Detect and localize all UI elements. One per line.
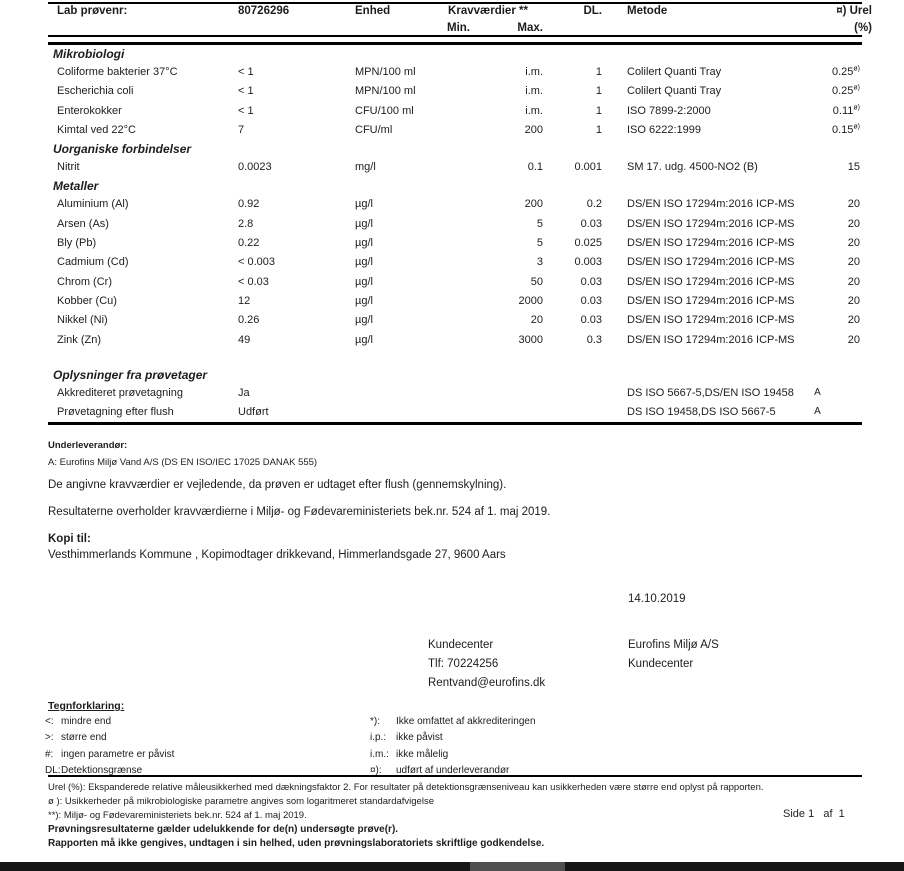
company-dept: Kundecenter [628, 658, 694, 670]
table-row [0, 121, 904, 140]
parameter-name: Arsen (As) [57, 217, 109, 230]
unit-value: mg/l [355, 161, 376, 174]
detection-limit: 1 [595, 66, 602, 78]
urel-value: 20 [847, 256, 860, 269]
method-name: DS ISO 19458,DS ISO 5667-5 [627, 406, 776, 419]
urel-value: 20 [847, 217, 860, 230]
max-limit: 5 [536, 217, 543, 230]
legend-item [370, 714, 536, 730]
max-limit: 3 [536, 256, 543, 269]
urel-value: 20 [847, 237, 860, 250]
legend-item [370, 747, 536, 763]
result-value: < 0.03 [238, 275, 269, 288]
legend-text: større end [61, 732, 107, 744]
table-row [0, 273, 904, 292]
unit-value: µg/l [355, 237, 373, 250]
unit-value: µg/l [355, 198, 373, 211]
detection-limit: 1 [595, 104, 602, 117]
company-name: Eurofins Miljø A/S [628, 639, 719, 651]
legend-symbol: >: [45, 732, 54, 744]
subsupplier-line: A: Eurofins Miljø Vand A/S (DS EN ISO/IEC 17025 DANAK 555) [48, 457, 318, 468]
table-row [0, 195, 904, 214]
method-name: ISO 6222:1999 [627, 123, 702, 136]
max-limit: 200 [524, 198, 543, 211]
result-value: 12 [238, 294, 251, 307]
table-row [0, 63, 904, 82]
detection-limit: 0.2 [586, 198, 602, 211]
legend-item [45, 730, 174, 746]
legend-text: ingen parametre er påvist [61, 748, 175, 760]
result-value: 7 [238, 123, 245, 136]
remark-flush: De angivne kravværdier er vejledende, da prøven er udtaget efter flush (gennemskylning). [48, 479, 507, 491]
scrollbar-thumb[interactable] [470, 862, 565, 871]
table-row [0, 292, 904, 311]
detection-limit: 0.3 [586, 333, 602, 346]
result-value: 0.92 [238, 198, 260, 211]
section-title: Metaller [53, 179, 99, 194]
method-name: DS/EN ISO 17294m:2016 ICP-MS [627, 314, 795, 327]
table-row [0, 158, 904, 177]
parameter-name: Escherichia coli [57, 85, 134, 98]
footer-validity: Prøvningsresultaterne gælder udelukkende for de(n) undersøgte prøve(r). [48, 824, 399, 835]
legend-title: Tegnforklaring: [48, 700, 125, 712]
subcontractor-flag: A [814, 406, 821, 418]
table-row [0, 82, 904, 101]
lab-number-label: Lab prøvenr: [57, 5, 128, 17]
page-number: Side 1 af 1 [783, 808, 845, 820]
legend-symbol: #: [45, 748, 54, 760]
top-rule [48, 2, 862, 4]
legend-text: ikke påvist [396, 732, 443, 744]
method-name: Colilert Quanti Tray [627, 85, 722, 98]
horizontal-scrollbar[interactable] [0, 862, 904, 871]
column-header-dl: DL. [583, 5, 602, 17]
table-row [0, 253, 904, 272]
method-name: DS/EN ISO 17294m:2016 ICP-MS [627, 217, 795, 230]
results-table [0, 45, 904, 422]
unit-value: µg/l [355, 217, 373, 230]
info-row [0, 403, 904, 422]
table-row [0, 102, 904, 121]
legend-item [370, 730, 536, 746]
max-limit: 5 [536, 237, 543, 250]
result-value: 0.26 [238, 314, 260, 327]
note-regulation: **): Miljø- og Fødevareministeriets bek.nr. 524 af 1. maj 2019. [48, 810, 307, 821]
info-name: Akkrediteret prøvetagning [57, 386, 183, 399]
result-value: < 1 [238, 66, 254, 78]
unit-value: CFU/ml [355, 123, 393, 136]
result-value: 0.0023 [238, 161, 272, 174]
urel-value: $0.11^{ø)}$ [832, 103, 860, 117]
detection-limit: 0.025 [574, 237, 602, 250]
legend-symbol: <: [45, 716, 54, 727]
section-title: Uorganiske forbindelser [53, 142, 192, 157]
method-name: DS/EN ISO 17294m:2016 ICP-MS [627, 256, 795, 269]
subcontractor-flag: A [814, 386, 821, 398]
legend-symbol: *): [370, 716, 380, 727]
parameter-name: Enterokokker [57, 104, 122, 117]
unit-value: µg/l [355, 256, 373, 269]
detection-limit: 0.003 [574, 256, 602, 269]
info-value: Ja [238, 386, 250, 399]
parameter-name: Cadmium (Cd) [57, 256, 129, 269]
urel-value: 20 [847, 275, 860, 288]
table-row [0, 311, 904, 330]
legend-left-column [45, 714, 174, 779]
max-limit: 2000 [518, 294, 543, 307]
header-divider-rule [48, 35, 862, 37]
detection-limit: 1 [595, 123, 602, 136]
column-header-min: Min. [447, 22, 470, 34]
column-header-max: Max. [517, 22, 543, 34]
report-date: 14.10.2019 [628, 593, 686, 605]
result-value: < 1 [238, 85, 254, 98]
legend-item [45, 763, 174, 779]
parameter-name: Chrom (Cr) [57, 275, 112, 288]
unit-value: µg/l [355, 314, 373, 327]
parameter-name: Bly (Pb) [57, 237, 97, 250]
max-limit: 0.1 [527, 161, 543, 174]
parameter-name: Kobber (Cu) [57, 294, 117, 307]
urel-value: $0.25^{ø)}$ [831, 65, 860, 78]
max-limit: i.m. [525, 104, 543, 117]
note-microbiology: ø ): Usikkerheder på mikrobiologiske parametre angives som logaritmeret standardafvigelse [48, 796, 434, 807]
legend-item [45, 747, 174, 763]
detection-limit: 0.03 [580, 217, 602, 230]
copy-to-line: Vesthimmerlands Kommune , Kopimodtager drikkevand, Himmerlandsgade 27, 9600 Aars [48, 549, 506, 561]
max-limit: i.m. [525, 66, 543, 78]
contact-block [428, 636, 545, 693]
urel-value: $0.25^{ø)}$ [831, 84, 860, 98]
parameter-name: Nikkel (Ni) [57, 314, 108, 327]
method-name: Colilert Quanti Tray [627, 66, 722, 78]
legend-text: mindre end [61, 716, 112, 727]
section-title: Oplysninger fra prøvetager [53, 367, 208, 382]
column-header-method: Metode [627, 5, 668, 17]
remark-compliance: Resultaterne overholder kravværdierne i Miljø- og Fødevareministeriets bek.nr. 524 af 1. maj 2019. [48, 506, 551, 518]
column-header-unit: Enhed [355, 5, 391, 17]
method-name: DS/EN ISO 17294m:2016 ICP-MS [627, 198, 795, 211]
detection-limit: 0.001 [574, 161, 602, 174]
section-title: Mikrobiologi [53, 47, 125, 61]
copy-to-label: Kopi til: [48, 533, 91, 545]
table-row [0, 331, 904, 350]
parameter-name: Zink (Zn) [57, 333, 101, 346]
method-name: DS/EN ISO 17294m:2016 ICP-MS [627, 275, 795, 288]
result-value: 2.8 [238, 217, 254, 230]
contact-name: Kundecenter [428, 639, 494, 651]
result-value: 0.22 [238, 237, 260, 250]
method-name: DS/EN ISO 17294m:2016 ICP-MS [627, 294, 795, 307]
unit-value: CFU/100 ml [355, 104, 414, 117]
parameter-name: Aluminium (Al) [57, 198, 129, 211]
footer-copyright: Rapporten må ikke gengives, undtagen i sin helhed, uden prøvningslaboratoriets skriftlige godkendelse. [48, 838, 545, 849]
contact-phone: Tlf: 70224256 [428, 658, 499, 670]
legend-item [45, 714, 174, 730]
max-limit: i.m. [525, 85, 543, 98]
max-limit: 200 [524, 123, 543, 136]
note-urel: Urel (%): Ekspanderede relative måleusikkerhed med dækningsfaktor 2. For resultater på detektionsgrænseniveau kan usikkerheden være større end oplyst på rapporten. [48, 782, 764, 793]
legend-symbol: DL: [45, 764, 61, 776]
max-limit: 50 [530, 275, 543, 288]
method-name: SM 17. udg. 4500-NO2 (B) [627, 161, 758, 174]
parameter-name: Coliforme bakterier 37°C [57, 66, 178, 78]
table-row [0, 215, 904, 234]
result-value: < 0.003 [238, 256, 276, 269]
urel-value: 20 [847, 294, 860, 307]
urel-value: 20 [847, 314, 860, 327]
column-header-urel: ¤) Urel [836, 5, 872, 17]
detection-limit: 0.03 [580, 314, 602, 327]
legend-text: Detektionsgrænse [61, 764, 143, 776]
info-name: Prøvetagning efter flush [57, 406, 174, 419]
method-name: ISO 7899-2:2000 [627, 104, 711, 117]
table-row [0, 234, 904, 253]
urel-value: 15 [847, 161, 860, 174]
column-header-urel-pct: (%) [854, 22, 872, 34]
unit-value: MPN/100 ml [355, 66, 416, 78]
result-value: < 1 [238, 104, 254, 117]
parameter-name: Kimtal ved 22°C [57, 123, 136, 136]
urel-value: $0.15^{ø)}$ [831, 123, 860, 136]
legend-right-column [370, 714, 536, 779]
max-limit: 20 [530, 314, 543, 327]
unit-value: µg/l [355, 333, 373, 346]
unit-value: µg/l [355, 275, 373, 288]
detection-limit: 1 [595, 85, 602, 98]
urel-value: 20 [847, 198, 860, 211]
company-block [628, 636, 719, 674]
parameter-name: Nitrit [57, 161, 80, 174]
unit-value: µg/l [355, 294, 373, 307]
max-limit: 3000 [518, 333, 543, 346]
detection-limit: 0.03 [580, 294, 602, 307]
detection-limit: 0.03 [580, 275, 602, 288]
lab-number-value: 80726296 [238, 5, 290, 17]
legend-item [370, 763, 536, 779]
method-name: DS/EN ISO 17294m:2016 ICP-MS [627, 237, 795, 250]
legend-symbol: i.m.: [370, 748, 389, 760]
info-row [0, 384, 904, 403]
legend-symbol: i.p.: [370, 732, 387, 744]
legend-text: ikke målelig [396, 748, 449, 760]
method-name: DS ISO 5667-5,DS/EN ISO 19458 [627, 386, 794, 399]
urel-value: 20 [847, 333, 860, 346]
result-value: 49 [238, 333, 251, 346]
column-header-limits: Kravværdier ** [448, 5, 528, 17]
method-name: DS/EN ISO 17294m:2016 ICP-MS [627, 333, 795, 346]
legend-text: Ikke omfattet af akkrediteringen [396, 716, 536, 727]
legend-text: udført af underleverandør [396, 764, 510, 776]
info-value: Udført [238, 406, 269, 419]
unit-value: MPN/100 ml [355, 85, 416, 98]
legend-symbol: ¤): [370, 764, 382, 776]
subsupplier-label: Underleverandør: [48, 440, 128, 451]
contact-email[interactable]: Rentvand@eurofins.dk [428, 677, 546, 689]
